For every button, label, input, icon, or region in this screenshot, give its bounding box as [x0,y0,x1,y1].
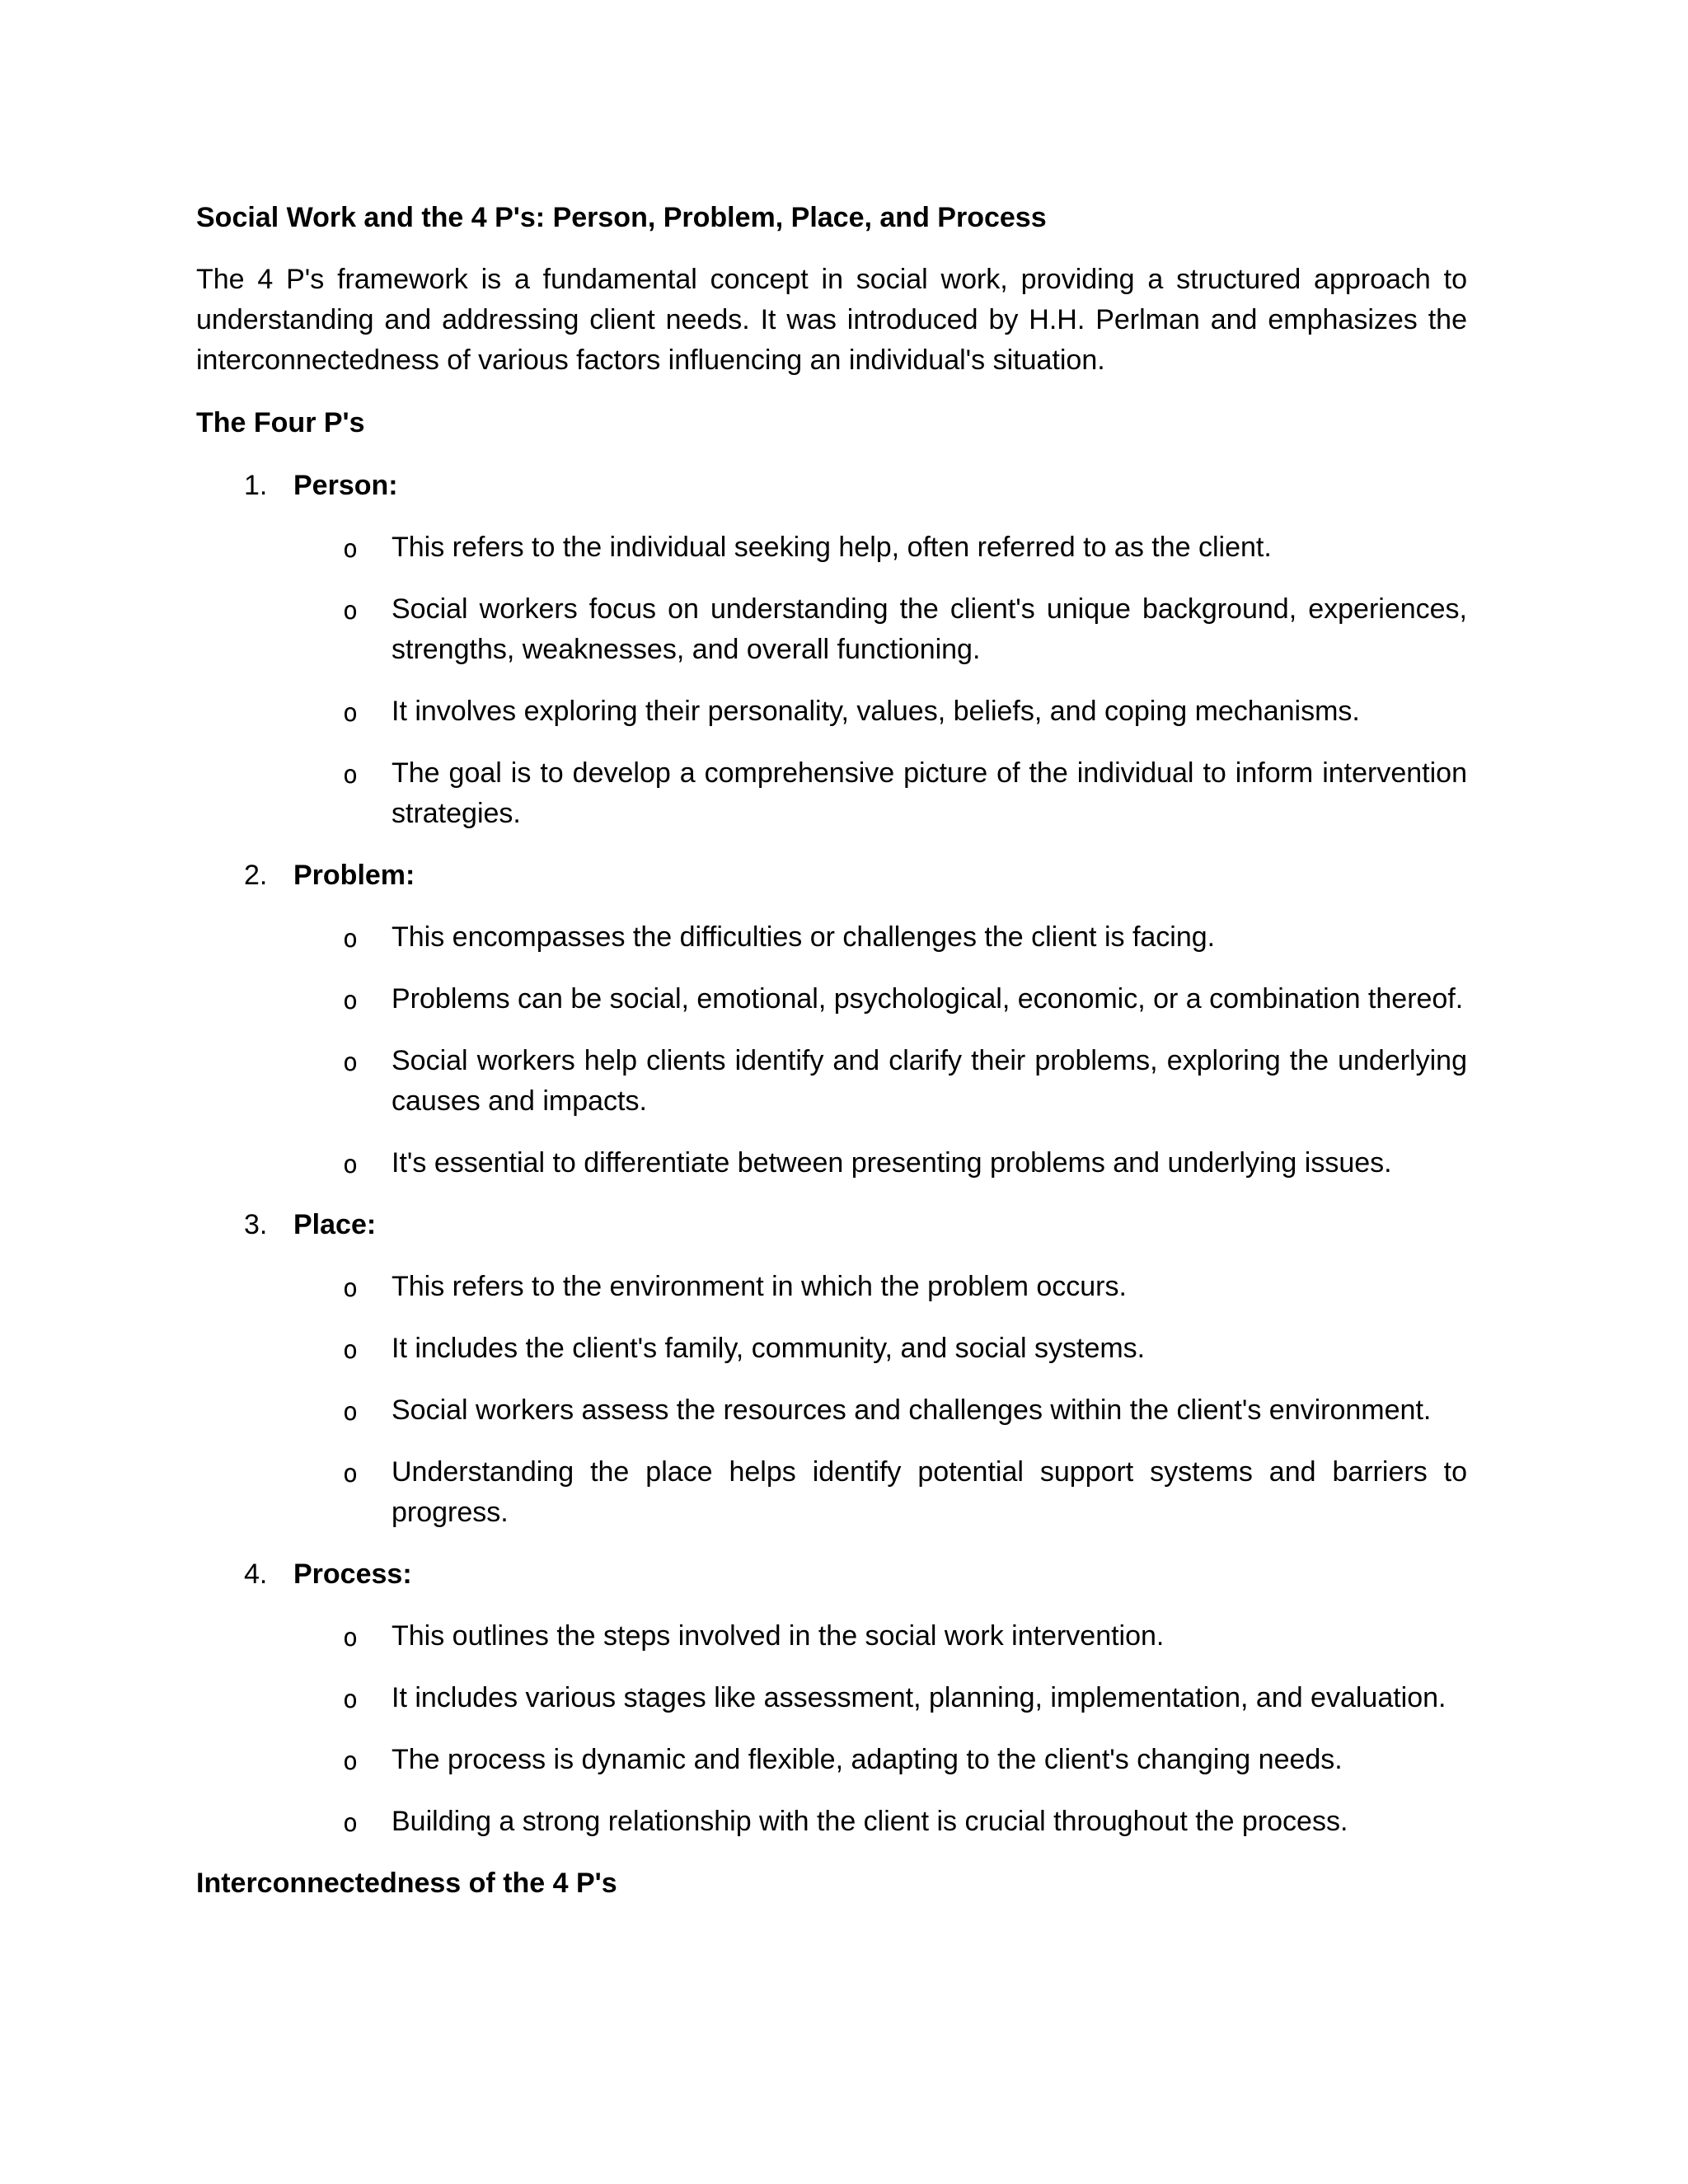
list-item-text: It's essential to differentiate between presenting problems and underlying issues. [392,1147,1392,1179]
bullet-list [196,917,1467,1183]
bullet-marker: o [343,987,359,1015]
list-item [196,753,1467,834]
list-item [196,527,1467,568]
section-person [196,466,1467,834]
list-item [196,979,1467,1019]
list-item-text: It includes the client's family, community, and social systems. [392,1333,1146,1364]
section-process [196,1554,1467,1842]
section-number: 4. [244,1558,268,1590]
list-item [196,1041,1467,1122]
bullet-marker: o [343,1048,359,1077]
list-item [196,1616,1467,1657]
bullet-list [196,1267,1467,1533]
list-item [196,1740,1467,1780]
section-place [196,1205,1467,1533]
section-heading [196,855,1467,896]
bullet-marker: o [343,1747,359,1776]
interconnectedness-heading: Interconnectedness of the 4 P's [196,1868,617,1899]
section-number: 1. [244,470,268,501]
intro-paragraph: The 4 P's framework is a fundamental concept in social work, providing a structured approach to understanding and addressing client needs. It was introduced by H.H. Perlman and emphasizes the interconnectedness of various factors influencing an individual's situation. [196,264,1467,376]
section-number: 3. [244,1209,268,1240]
section-label: Process: [293,1558,412,1590]
document-page [196,198,1467,1904]
bullet-marker: o [343,1274,359,1303]
list-item [196,589,1467,670]
bullet-marker: o [343,535,359,564]
section-label: Problem: [293,860,415,891]
list-item-text: This outlines the steps involved in the social work intervention. [392,1620,1165,1652]
bullet-marker: o [343,1460,359,1488]
list-item-text: Social workers assess the resources and challenges within the client's environment. [392,1394,1432,1426]
list-item-text: It involves exploring their personality, values, beliefs, and coping mechanisms. [392,696,1360,727]
bullet-marker: o [343,761,359,790]
bullet-marker: o [343,1151,359,1179]
list-item-text: This refers to the individual seeking help, often referred to as the client. [392,532,1272,563]
list-item [196,1329,1467,1369]
list-item [196,1678,1467,1718]
section-problem [196,855,1467,1183]
bullet-marker: o [343,597,359,626]
bullet-list [196,1616,1467,1842]
list-item-text: Building a strong relationship with the client is crucial throughout the process. [392,1806,1348,1837]
document-title: Social Work and the 4 P's: Person, Problem, Place, and Process [196,202,1047,233]
section-number: 2. [244,860,268,891]
list-item [196,691,1467,732]
bullet-marker: o [343,1398,359,1427]
bullet-marker: o [343,1336,359,1365]
list-item-text: The goal is to develop a comprehensive picture of the individual to inform intervention strategies. [392,757,1467,829]
four-ps-heading: The Four P's [196,407,365,438]
list-item-text: Social workers focus on understanding the client's unique background, experiences, strengths, weaknesses, and overall functioning. [392,593,1467,665]
list-item [196,1267,1467,1307]
list-item-text: Problems can be social, emotional, psychological, economic, or a combination thereof. [392,983,1464,1015]
bullet-list [196,527,1467,834]
list-item-text: Understanding the place helps identify potential support systems and barriers to progress. [392,1456,1467,1528]
bullet-marker: o [343,1685,359,1714]
list-item [196,1802,1467,1842]
list-item [196,1452,1467,1533]
section-heading [196,466,1467,506]
list-item [196,917,1467,958]
section-heading [196,1205,1467,1245]
bullet-marker: o [343,925,359,954]
list-item [196,1143,1467,1183]
list-item-text: This encompasses the difficulties or challenges the client is facing. [392,921,1216,953]
section-label: Person: [293,470,398,501]
list-item [196,1390,1467,1431]
bullet-marker: o [343,1624,359,1652]
list-item-text: The process is dynamic and flexible, adapting to the client's changing needs. [392,1744,1343,1775]
section-heading [196,1554,1467,1595]
list-item-text: It includes various stages like assessment, planning, implementation, and evaluation. [392,1682,1447,1713]
bullet-marker: o [343,699,359,728]
list-item-text: Social workers help clients identify and clarify their problems, exploring the underlying causes and impacts. [392,1045,1467,1117]
list-item-text: This refers to the environment in which the problem occurs. [392,1271,1127,1302]
section-label: Place: [293,1209,377,1240]
bullet-marker: o [343,1809,359,1838]
